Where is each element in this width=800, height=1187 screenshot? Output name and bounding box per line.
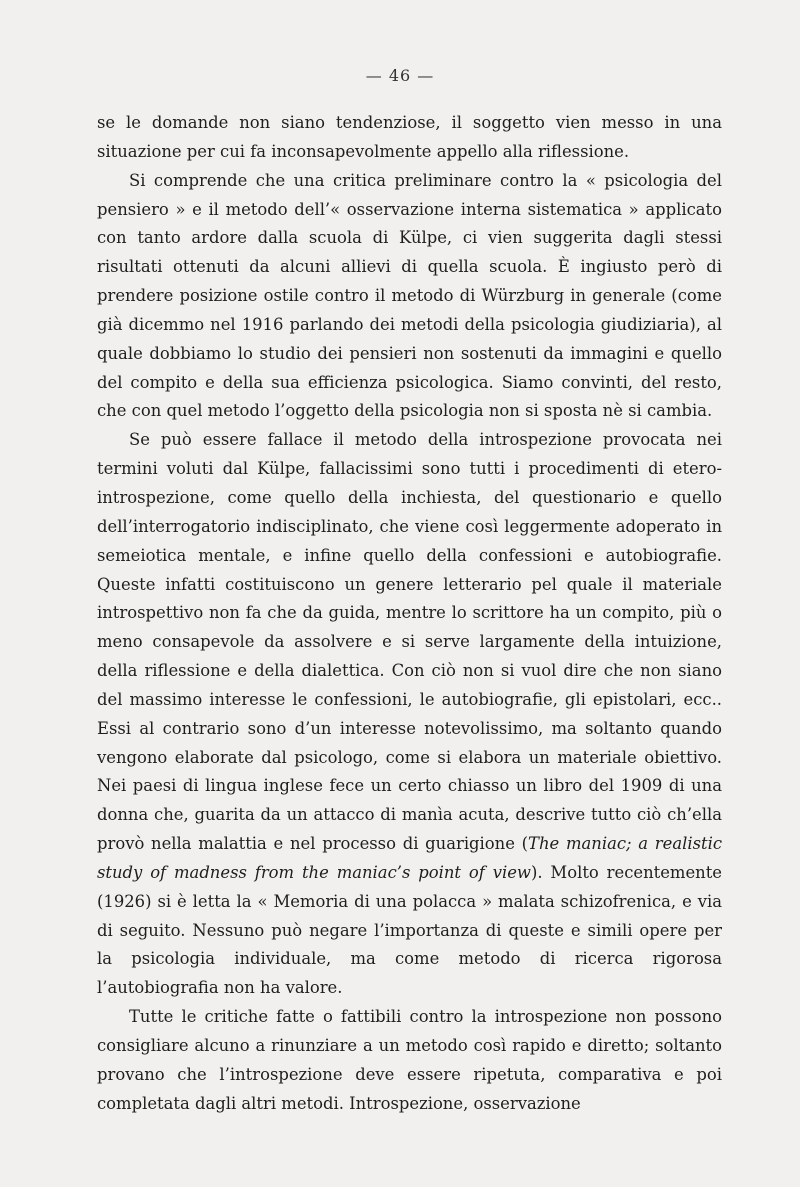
paragraph-3 xyxy=(97,426,722,1003)
paragraph-2: Si comprende che una critica preliminare contro la « psicologia del pensiero » e il metodo dell’« osservazione interna sistematica » applicato con tanto ardore dalla scuola di Külpe, ci vien suggerita dagli stessi risultati ottenuti da alcuni allievi di quella scuola. È ingiusto però di prendere posizione ostile contro il metodo di Würzburg in generale (come già dicemmo nel 1916 parlando dei metodi della psicologia giudiziaria), al quale dobbiamo lo studio dei pensieri non sostenuti da immagini e quello del compito e della sua efficienza psicologica. Siamo convinti, del resto, che con quel metodo l’oggetto della psicologia non si sposta nè si cambia. xyxy=(97,170,722,421)
page-number: — 46 — xyxy=(365,66,435,85)
paragraph-3-text-after: ). Molto recentemente (1926) si è letta la « Memoria di una polacca » malata schizofrenica, e via di seguito. Nessuno può negare l’importanza di queste e simili opere per la psicologia individuale, ma come metodo di ricerca rigorosa l’autobiografia non ha valore. xyxy=(97,862,722,998)
paragraph-3-text-before: Se può essere fallace il metodo della introspezione provocata nei termini voluti dal Külpe, fallacissimi sono tutti i procedimenti di etero-introspezione, come quello della inchiesta, del questionario e quello dell’interrogatorio indisciplinato, che viene così leggermente adoperato in semeiotica mentale, e infine quello della confessioni e autobiografie. Queste infatti costituiscono un genere letterario pel quale il materiale introspettivo non fa che da guida, mentre lo scrittore ha un compito, più o meno consapevole da assolvere e si serve largamente della intuizione, della riflessione e della dialettica. Con ciò non si vuol dire che non siano del massimo interesse le confessioni, le autobiografie, gli epistolari, ecc.. Essi al contrario sono d’un interesse notevolissimo, ma soltanto quando vengono elaborate dal psicologo, come si elabora un materiale obiettivo. Nei paesi di lingua inglese fece un certo chiasso un libro del 1909 di una donna che, guarita da un attacco di manìa acuta, descrive tutto ciò ch’ella provò nella malattia e nel processo di guarigione ( xyxy=(97,430,722,854)
paragraph-1: se le domande non siano tendenziose, il soggetto vien messo in una situazione per cui fa inconsapevolmente appello alla riflessione. xyxy=(97,113,722,161)
page-body xyxy=(97,109,722,1119)
book-title: The maniac; a realistic study of madness from the maniac’s point of view xyxy=(97,834,722,882)
paragraph-4: Tutte le critiche fatte o fattibili contro la introspezione non possono consigliare alcuno a rinunziare a un metodo così rapido e diretto; soltanto provano che l’introspezione deve essere ripetuta, comparativa e poi completata dagli altri metodi. Introspezione, osservazione xyxy=(97,1007,722,1113)
